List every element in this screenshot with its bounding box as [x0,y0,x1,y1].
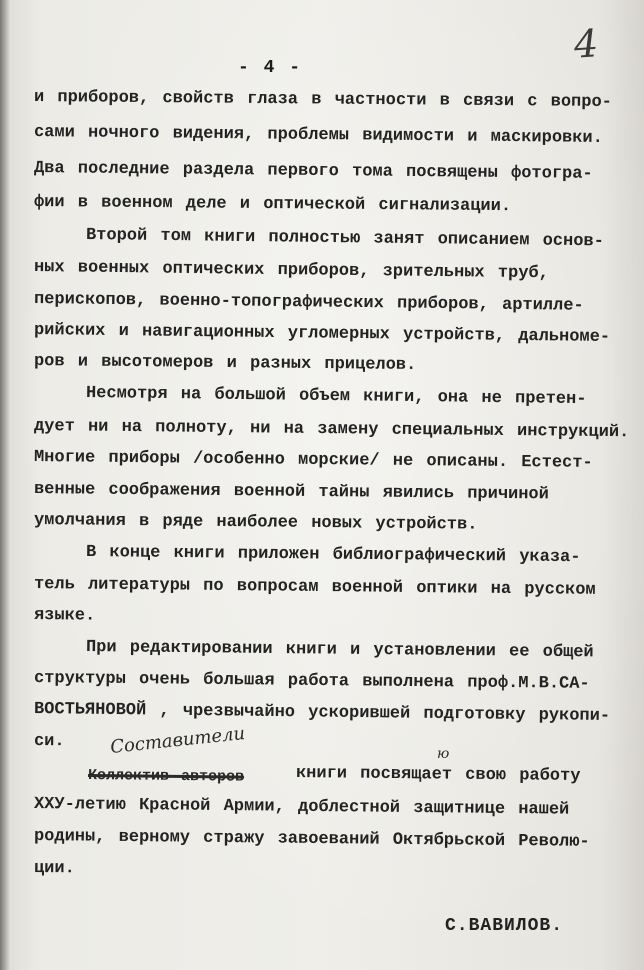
text-line-18: При редактировании книги и установлении ее общей [85,638,594,663]
text-line-8: рийских и навигационных угломерных устройств, дальноме- [33,321,611,348]
text-line-9: ров и высотомеров и разных прицелов. [33,352,417,376]
text-line-16: тель литературы по вопросам военной оптики на русском [33,575,596,600]
text-line-1: и приборов, свойств глаза в частности в связи с вопро- [33,88,612,113]
text-line-13: венные соображения военной тайны явились причиной [33,480,549,505]
signature: С.ВАВИЛОВ. [445,916,564,936]
text-line-17: языке. [33,606,96,626]
page-edge-shadow [0,0,10,970]
text-line-14: умолчания в ряде наиболее новых устройств. [33,511,478,535]
handwritten-insertion: Составители [109,722,247,759]
crossed-out-text: Коллектив авторов [87,767,245,786]
text-line-24: родины, верному стражу завоеваний Октябрьской Револю- [33,827,590,852]
page-number: - 4 - [238,58,303,78]
handwritten-ending: ю [437,746,450,762]
text-line-20: ВОСТЬЯНОВОЙ , чрезвычайно ускорившей подготовку рукопи- [33,700,611,727]
text-line-2: сами ночного видения, проблемы видимости и маскировки. [33,123,603,148]
text-line-6: ных военных оптических приборов, зрительных труб, [33,258,549,284]
text-line-4: фии в военном деле и оптической сигнализации. [33,193,512,217]
text-line-10: Несмотря на большой объем книги, она не претен- [85,384,587,410]
text-line-5: Второй том книги полностью занят описанием основ- [85,226,604,252]
handwritten-page-mark: 4 [572,21,600,67]
text-line-3: Два последние раздела первого тома посвящены фотогра- [33,159,593,184]
text-line-25: ции. [33,859,75,879]
text-line-21: си. [33,732,65,752]
text-line-11: дует ни на полноту, ни на замену специальных инструкций. [33,417,630,443]
text-line-7: перископов, военно-топографических приборов, артилле- [33,290,584,316]
text-line-22: книги посвящает свою работу [295,764,581,786]
text-line-12: Многие приборы /особенно морские/ не описаны. Естест- [33,448,593,473]
text-line-23: XXУ-летию Красной Армии, доблестной защитнице нашей [33,795,570,820]
text-line-15: В конце книги приложен библиографический указа- [85,543,581,568]
text-line-19: структуры очень большая работа выполнена проф.М.В.СА- [33,669,590,694]
